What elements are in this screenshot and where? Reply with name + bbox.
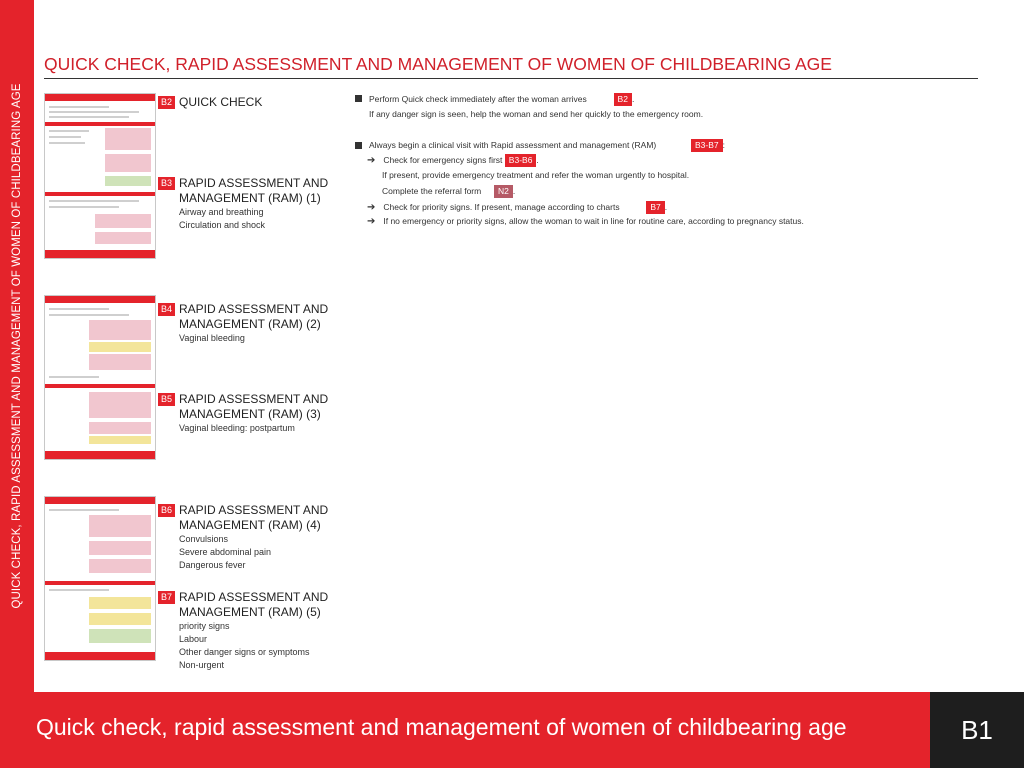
side-label: QUICK CHECK, RAPID ASSESSMENT AND MANAGEMENT OF WOMEN OF CHILDBEARING AGE xyxy=(11,83,23,609)
ref-badge[interactable]: B3-B6 xyxy=(505,154,537,167)
instruction-line: Complete the referral form N2 . xyxy=(382,186,516,196)
section-sub: Convulsions xyxy=(179,534,229,544)
section-code[interactable]: B5 xyxy=(158,393,175,406)
section-sub: Non-urgent xyxy=(179,660,225,670)
section-sub: Airway and breathing xyxy=(179,207,264,217)
section-sub: Other danger signs or symptoms xyxy=(179,647,310,657)
section-sub: Dangerous fever xyxy=(179,560,246,570)
instruction-line: Perform Quick check immediately after the woman arrives B2 . xyxy=(369,94,635,104)
page-title: QUICK CHECK, RAPID ASSESSMENT AND MANAGEMENT OF WOMEN OF CHILDBEARING AGE xyxy=(44,54,978,79)
arrow-right-icon: ➔ xyxy=(367,216,376,227)
section-heading: RAPID ASSESSMENT AND MANAGEMENT (RAM) (3) xyxy=(179,392,329,421)
thumbnail-b2-b3[interactable] xyxy=(44,93,156,259)
thumbnail-b4-b5[interactable] xyxy=(44,295,156,460)
ref-badge[interactable]: B3-B7 xyxy=(691,139,723,152)
section-sub: priority signs xyxy=(179,621,230,631)
ref-badge[interactable]: N2 xyxy=(494,185,513,198)
section-heading: RAPID ASSESSMENT AND MANAGEMENT (RAM) (1) xyxy=(179,176,329,205)
section-sub: Vaginal bleeding xyxy=(179,333,245,343)
section-sub: Vaginal bleeding: postpartum xyxy=(179,423,295,433)
square-bullet-icon xyxy=(355,142,362,149)
section-heading: RAPID ASSESSMENT AND MANAGEMENT (RAM) (2) xyxy=(179,302,329,331)
footer-band xyxy=(0,692,930,768)
section-sub: Severe abdominal pain xyxy=(179,547,272,557)
square-bullet-icon xyxy=(355,95,362,102)
instruction-line: Always begin a clinical visit with Rapid assessment and management (RAM) B3-B7 : xyxy=(369,140,725,150)
arrow-right-icon: ➔ xyxy=(367,202,376,213)
section-heading: RAPID ASSESSMENT AND MANAGEMENT (RAM) (5) xyxy=(179,590,329,619)
section-code[interactable]: B4 xyxy=(158,303,175,316)
section-code[interactable]: B3 xyxy=(158,177,175,190)
ref-badge[interactable]: B7 xyxy=(646,201,664,214)
ref-badge[interactable]: B2 xyxy=(614,93,632,106)
side-band xyxy=(0,0,34,692)
section-code[interactable]: B7 xyxy=(158,591,175,604)
section-code[interactable]: B6 xyxy=(158,504,175,517)
section-heading: RAPID ASSESSMENT AND MANAGEMENT (RAM) (4) xyxy=(179,503,329,532)
arrow-right-icon: ➔ xyxy=(367,155,376,166)
instruction-line: ➔ Check for priority signs. If present, manage according to charts B7 . xyxy=(367,202,668,213)
instruction-line: ➔ Check for emergency signs first B3-B6 . xyxy=(367,155,539,166)
page-code: B1 xyxy=(930,692,1024,768)
section-sub: Labour xyxy=(179,634,208,644)
instruction-line: If present, provide emergency treatment and refer the woman urgently to hospital. xyxy=(382,170,690,180)
thumbnail-b6-b7[interactable] xyxy=(44,496,156,661)
footer-text: Quick check, rapid assessment and management of women of childbearing age xyxy=(36,714,847,740)
instruction-line: ➔ If no emergency or priority signs, allow the woman to wait in line for routine care, according to pregnancy status. xyxy=(367,216,804,227)
section-code[interactable]: B2 xyxy=(158,96,175,109)
instruction-line: If any danger sign is seen, help the woman and send her quickly to the emergency room. xyxy=(369,109,704,119)
section-sub: Circulation and shock xyxy=(179,220,266,230)
section-heading: QUICK CHECK xyxy=(179,95,263,109)
